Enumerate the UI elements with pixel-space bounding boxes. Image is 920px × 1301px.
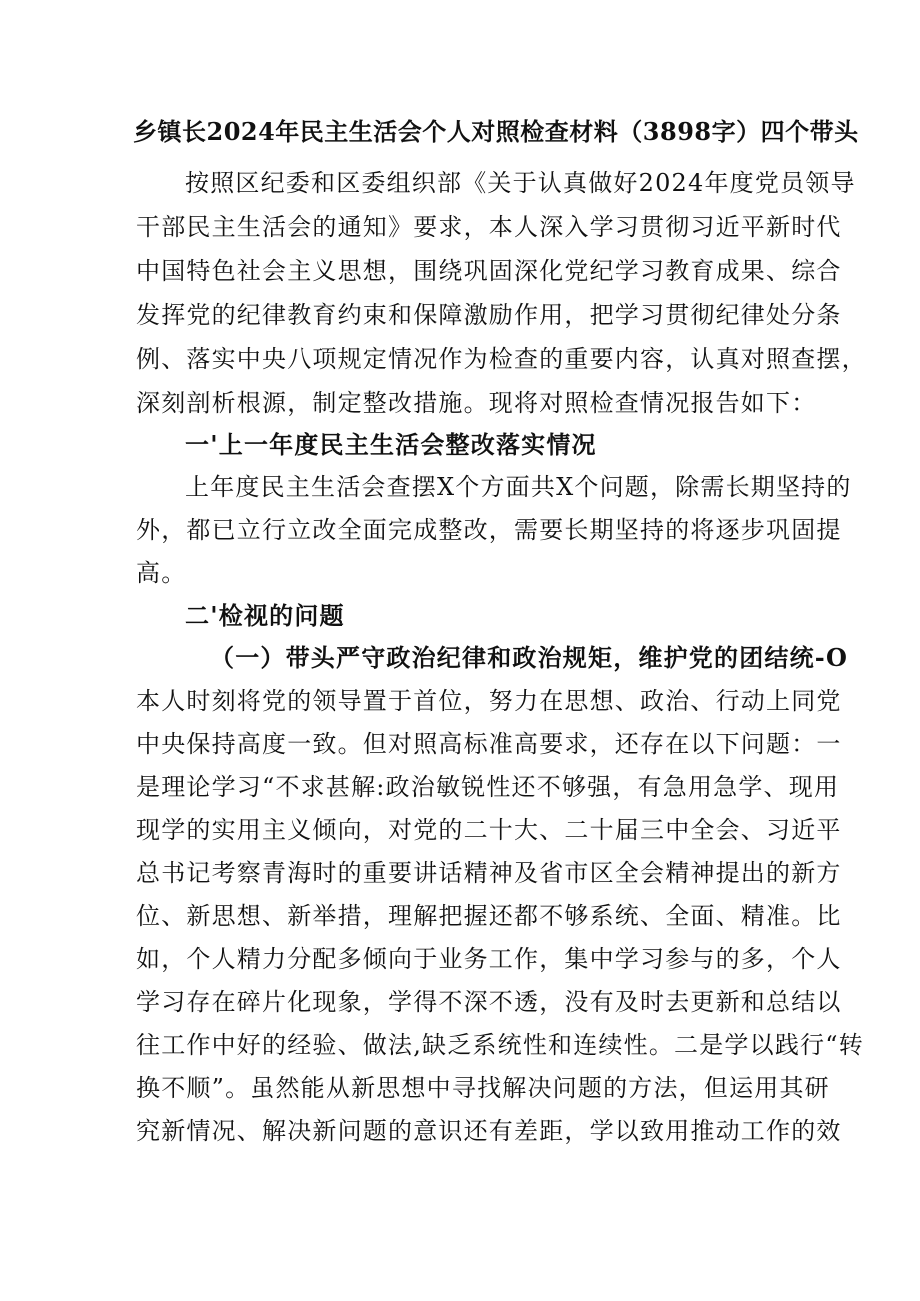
paragraph-line: 例、落实中央八项规定情况作为检查的重要内容，认真对照查摆， xyxy=(136,345,867,373)
section-heading: 一'上一年度民主生活会整改落实情况 xyxy=(185,430,597,459)
paragraph-line: 干部民主生活会的通知》要求，本人深入学习贯彻习近平新时代 xyxy=(136,213,842,241)
paragraph-line: 总书记考察青海时的重要讲话精神及省市区全会精神提出的新方 xyxy=(136,859,842,887)
paragraph-line: 如，个人精力分配多倾向于业务工作，集中学习参与的多，个人 xyxy=(136,945,842,973)
paragraph-line: 上年度民主生活会查摆X个方面共X个问题，除需长期坚持的 xyxy=(185,473,852,501)
paragraph-line: 往工作中好的经验、做法,缺乏系统性和连续性。二是学以践行“转 xyxy=(136,1031,864,1059)
paragraph-line: 高。 xyxy=(136,559,187,587)
paragraph-line: 发挥党的纪律教育约束和保障激励作用，把学习贯彻纪律处分条 xyxy=(136,301,842,329)
paragraph-line: 位、新思想、新举措，理解把握还都不够系统、全面、精准。比 xyxy=(136,902,842,930)
section-heading: 二'检视的问题 xyxy=(185,601,345,630)
paragraph-line: 深刻剖析根源，制定整改措施。现将对照检查情况报告如下： xyxy=(136,389,817,417)
paragraph-line: 是理论学习“不求甚解:政治敏锐性还不够强，有急用急学、现用 xyxy=(136,773,840,801)
paragraph-line: 中央保持高度一致。但对照高标准高要求，还存在以下问题：一 xyxy=(136,730,842,758)
paragraph-line: 中国特色社会主义思想，围绕巩固深化党纪学习教育成果、综合 xyxy=(136,257,842,285)
paragraph-line: 按照区纪委和区委组织部《关于认真做好2024年度党员领导 xyxy=(185,169,856,197)
document-title: 乡镇长2024年民主生活会个人对照检查材料（3898字）四个带头 xyxy=(133,117,859,146)
paragraph-line: 现学的实用主义倾向，对党的二十大、二十届三中全会、习近平 xyxy=(136,816,842,844)
paragraph-line: 外，都已立行立改全面完成整改，需要长期坚持的将逐步巩固提 xyxy=(136,516,842,544)
paragraph-line: 本人时刻将党的领导置于首位，努力在思想、政治、行动上同党 xyxy=(136,687,842,715)
paragraph-line: 学习存在碎片化现象，学得不深不透，没有及时去更新和总结以 xyxy=(136,988,842,1016)
paragraph-line: 究新情况、解决新问题的意识还有差距，学以致用推动工作的效 xyxy=(136,1117,842,1145)
paragraph-line: 换不顺”。虽然能从新思想中寻找解决问题的方法，但运用其研 xyxy=(136,1074,830,1102)
subsection-heading: （一）带头严守政治纪律和政治规矩，维护党的团结统-O xyxy=(210,643,849,672)
